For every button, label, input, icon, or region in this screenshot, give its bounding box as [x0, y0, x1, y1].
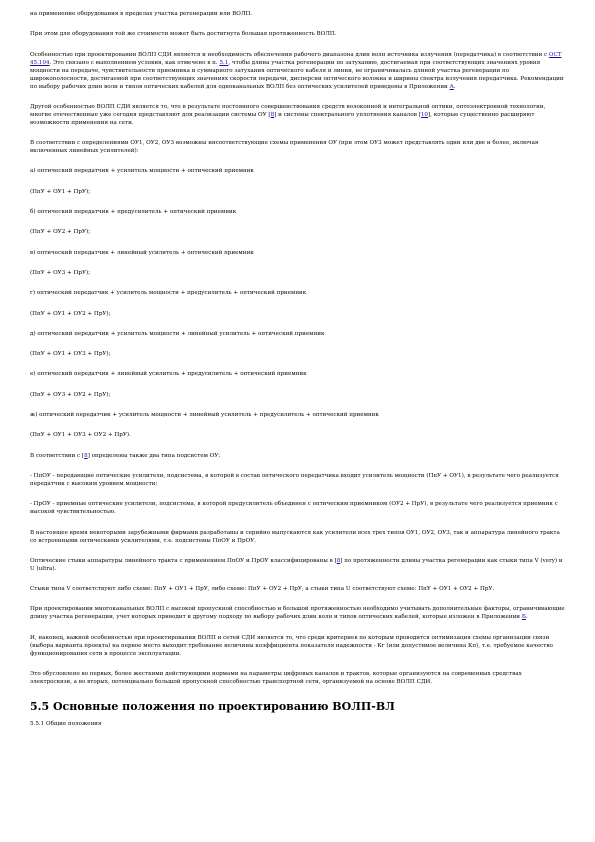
scheme-line: (ПпУ + ОУ3 + ПрУ);: [30, 269, 91, 276]
scheme-line: (ПпУ + ОУ3 + ОУ2 + ПрУ);: [30, 391, 111, 398]
link-appendix-a[interactable]: А: [449, 83, 454, 90]
section-heading: 5.5 Основные положения по проектированию ВОЛП-ВЛ: [30, 700, 395, 714]
scheme-line: (ПпУ + ОУ2 + ПрУ);: [30, 229, 91, 236]
link-ref-8[interactable]: 8: [336, 557, 341, 564]
scheme-line: (ПпУ + ОУ1 + ОУ3 + ПрУ);: [30, 351, 111, 358]
paragraph: Стыки типа V соответствуют либо схеме: ПпУ + ОУ1 + ПрУ, либо схеме: ПпУ + ОУ2 + ПрУ, а стыки типа U соответствуют схеме: ПпУ + ОУ1 + ОУ2 + ПрУ.: [30, 586, 495, 593]
link-section-5-1[interactable]: 5.1: [219, 59, 229, 66]
scheme-line: а) оптический передатчик + усилитель мощности + оптический приемник: [30, 168, 254, 175]
link-ref-8[interactable]: 8: [84, 452, 88, 459]
scheme-line: в) оптический передатчик + линейный усилитель + оптический приемник: [30, 249, 254, 256]
text-run: Другой особенностью ВОЛП СДИ является то, что в результате постоянного совершенствования средств волоконной и интегральной оптики, оптоэлектронной технологии, многие отечественные уже сегодня представляют для реализации системы ОУ [: [30, 103, 546, 118]
paragraph: В соответствии с определениями ОУ1, ОУ2, ОУ3 возможны инсоответствующие схемы применения ОУ (при этом ОУ3 может представлять одни или две и более, включая включенных линейных усилителей):: [30, 140, 539, 155]
scheme-line: ж) оптический передатчик + усилитель мощности + линейный усилитель + предусилитель + оптический приемник: [30, 412, 379, 419]
scheme-line: (ПпУ + ОУ1 + ОУ3 + ОУ2 + ПрУ).: [30, 432, 131, 439]
scheme-line: б) оптический передатчик + предусилитель + оптический приемник: [30, 209, 237, 216]
scheme-line: е) оптический передатчик + линейный усилитель + предусилитель + оптический приемник: [30, 371, 307, 378]
text-run: ], которые существенно расширяют возможности применения на сети.: [30, 111, 535, 126]
link-ost-45-104[interactable]: ОСТ 45.104: [30, 51, 562, 66]
document-page: [30, 10, 565, 740]
paragraph: И, наконец, важной особенностью при проектировании ВОЛП и сетей СДИ является то, что среди критериев по которым проводится оптимизация схемы организации связи (выбора варианта проекта) на первое место выходит требование величины коэффициента показателя надежности - Кг (или допустимое величина Кп), т.е. требуемое качество функционирования сети в процессе эксплуатации.: [30, 634, 553, 657]
text-run: ] определены также два типа подсистем ОУ:: [87, 452, 221, 459]
paragraph: В настоящее время некоторыми зарубежными фирмами разработаны и серийно выпускаются как усилители всех трех типов ОУ1, ОУ2, ОУ3, так и аппаратура линейного тракта со встроенными оптическими усилителями, т.е. подсистемы ПпОУ и ПрОУ.: [30, 529, 560, 544]
text-run: .: [525, 614, 528, 621]
subsection-heading: 5.5.1 Общие положения: [30, 721, 102, 728]
text-run: Оптические стыки аппаратуры линейного тракта с применением ПпОУ и ПрОУ классифицированы в [: [30, 557, 337, 564]
paragraph: на применение оборудования в пределах участка регенерации или ВОЛП.: [30, 11, 253, 17]
paragraph: [30, 51, 565, 91]
scheme-line: (ПпУ + ОУ1 + ПрУ);: [30, 188, 91, 195]
paragraph: - ПрОУ - приемные оптические усилители, подсистема, в которой предусилитель объединен с оптическим приемником (ОУ2 + ПрУ), в результате чего реализуется приемник с высокой чувствительностью.: [30, 501, 558, 516]
scheme-line: г) оптический передатчик + усилитель мощности + предусилитель + оптический приемник: [30, 290, 307, 297]
paragraph: Это обусловлено во первых, более жесткими действующими нормами на параметры цифровых каналов и трактов, которые организуются на современных средствах электросвязи, а во вторых, потенциально большой пропускной способностью транспортной сети, организуемой на основе ВОЛП СДИ.: [30, 671, 522, 686]
scheme-line: (ПпУ + ОУ1 + ОУ2 + ПрУ);: [30, 310, 111, 317]
text-run: , чтобы длина участка регенерации по затуханию, достигаемая при соответствующих значениях уровня мощности на передаче, чувствительности приемника и суммарного затухания оптического кабеля и линии, не ограничивалась длиной участка регенерации по широкополосности, достигаемой при соответствующих значениях скорости передачи, дисперсии оптического волокна и ширины спектра излучения передатчика. Рекомендации по выбору рабочих длин волн и типов оптических кабелей для одноканальных ВОЛП без оптических усилителей приведены в Приложении: [30, 59, 564, 90]
paragraph: [30, 557, 565, 573]
paragraph: [30, 452, 565, 460]
link-appendix-b[interactable]: Б: [521, 614, 526, 621]
scheme-line: д) оптический передатчик + усилитель мощности + линейный усилитель + оптический приемник: [30, 330, 325, 337]
paragraph: - ПпОУ - передающие оптические усилители, подсистема, в которой в состав оптического передатчика входит усилитель мощности (ПпУ + ОУ1), в результате чего реализуется передатчик с высоким уровнем мощности;: [30, 472, 559, 487]
link-ref-10[interactable]: 10: [420, 111, 428, 118]
text-run: . Это связано с выполнением условия, как отмечено в п.: [49, 59, 220, 66]
paragraph: При этом для оборудования той же стоимости может быть достигнута большая протяженность ВОЛП.: [30, 31, 337, 38]
text-run: При проектировании многоканальных ВОЛП с высокой пропускной способностью и большой протяженностью необходимо учитывать дополнительные факторы, ограничивающие длину участка регенерации, учет которых приводит к другому подходу по выбору рабочих длин волн и типов оптических кабелей, которые изложен в Приложении: [30, 606, 565, 621]
text-run: В соответствии с [: [30, 452, 85, 459]
paragraph: [30, 103, 565, 127]
text-run: Особенностью при проектировании ВОЛП СДИ является и необходимость обеспечения рабочего диапазона длин волн источника излучения (передатчика) в соответствии с: [30, 51, 549, 58]
text-run: .: [453, 83, 456, 90]
link-ref-8[interactable]: 8: [270, 111, 275, 118]
text-run: ] по протяженности длины участка регенерации как стыки типа V (very) и U (ultra).: [30, 557, 563, 572]
text-run: ] и системы спектрального уплотнения каналов [: [274, 111, 421, 118]
paragraph: [30, 605, 565, 621]
